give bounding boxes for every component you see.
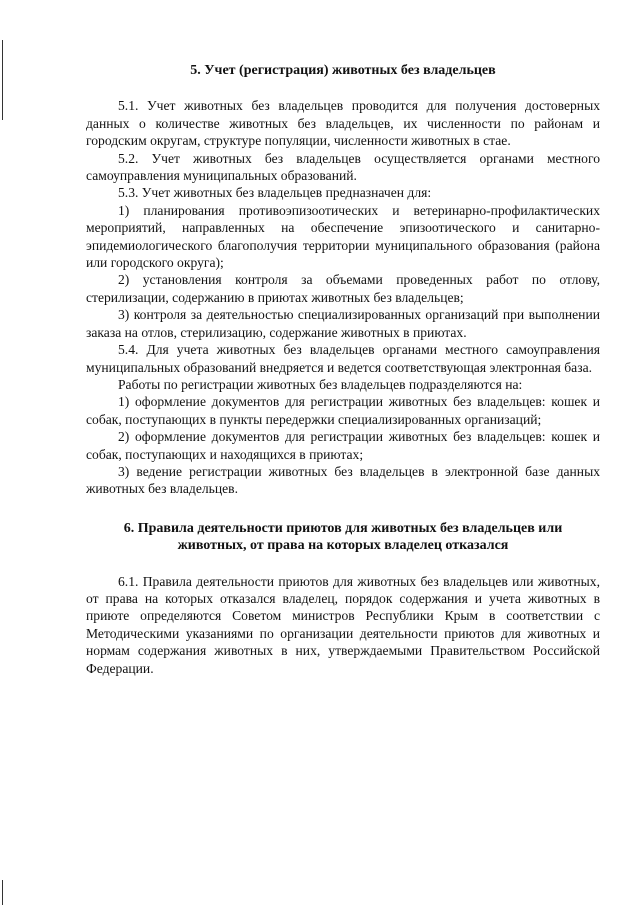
- paragraph-6-1: 6.1. Правила деятельности приютов для животных без владельцев или животных, от права на которых отказался владелец, порядок содержания и учета животных в приюте определяются Советом министров Республики Крым в соответствии с Методическими указаниями по организации деятельности приютов для животных и нормам содержания животных в них, утверждаемыми Правительством Российской Федерации.: [86, 573, 600, 676]
- paragraph-5-2: 5.2. Учет животных без владельцев осуществляется органами местного самоуправления муниципальных образований.: [86, 150, 600, 184]
- list-item-5-3-1: 1) планирования противоэпизоотических и ветеринарно-профилактических мероприятий, направленных на обеспечение эпизоотического и санитарно-эпидемиологического благополучия территории муниципального образования (района или городского округа);: [86, 202, 600, 271]
- paragraph-5-1: 5.1. Учет животных без владельцев проводится для получения достоверных данных о количестве животных без владельцев, их численности по районам и городским округам, структуре популяции, численности животных в стае.: [86, 98, 600, 149]
- document-page: [86, 62, 600, 677]
- section-6-heading-line-1: 6. Правила деятельности приютов для животных без владельцев или: [123, 520, 563, 536]
- section-6-heading-line-2: животных, от права на которых владелец отказался: [177, 538, 509, 554]
- list-item-5-3-3: 3) контроля за деятельностью специализированных организаций при выполнении заказа на отлов, стерилизацию, содержание животных в приютах.: [86, 307, 600, 340]
- list-item-registration-3: 3) ведение регистрации животных без владельцев в электронной базе данных животных без владельцев.: [86, 463, 600, 497]
- scan-edge-mark-top: [2, 40, 3, 120]
- paragraph-5-3: 5.3. Учет животных без владельцев предназначен для:: [118, 185, 432, 201]
- list-item-5-3-2: 2) установления контроля за объемами проведенных работ по отлову, стерилизации, содержанию в приютах животных без владельцев;: [86, 272, 600, 305]
- section-6-heading: [86, 520, 600, 555]
- paragraph-5-4: 5.4. Для учета животных без владельцев органами местного самоуправления муниципальных образований внедряется и ведется соответствующая электронная база.: [86, 342, 600, 375]
- paragraph-registration-works: Работы по регистрации животных без владельцев подразделяются на:: [118, 376, 523, 392]
- list-item-registration-1: 1) оформление документов для регистрации животных без владельцев: кошек и собак, поступающих в пункты передержки специализированных организаций;: [86, 394, 600, 427]
- scan-edge-mark-bottom: [2, 880, 3, 905]
- section-6-body: [86, 573, 600, 677]
- section-5-body: [86, 97, 600, 497]
- list-item-registration-2: 2) оформление документов для регистрации животных без владельцев: кошек и собак, поступающих и находящихся в приютах;: [86, 429, 600, 462]
- section-5-heading: 5. Учет (регистрация) животных без владельцев: [190, 63, 496, 78]
